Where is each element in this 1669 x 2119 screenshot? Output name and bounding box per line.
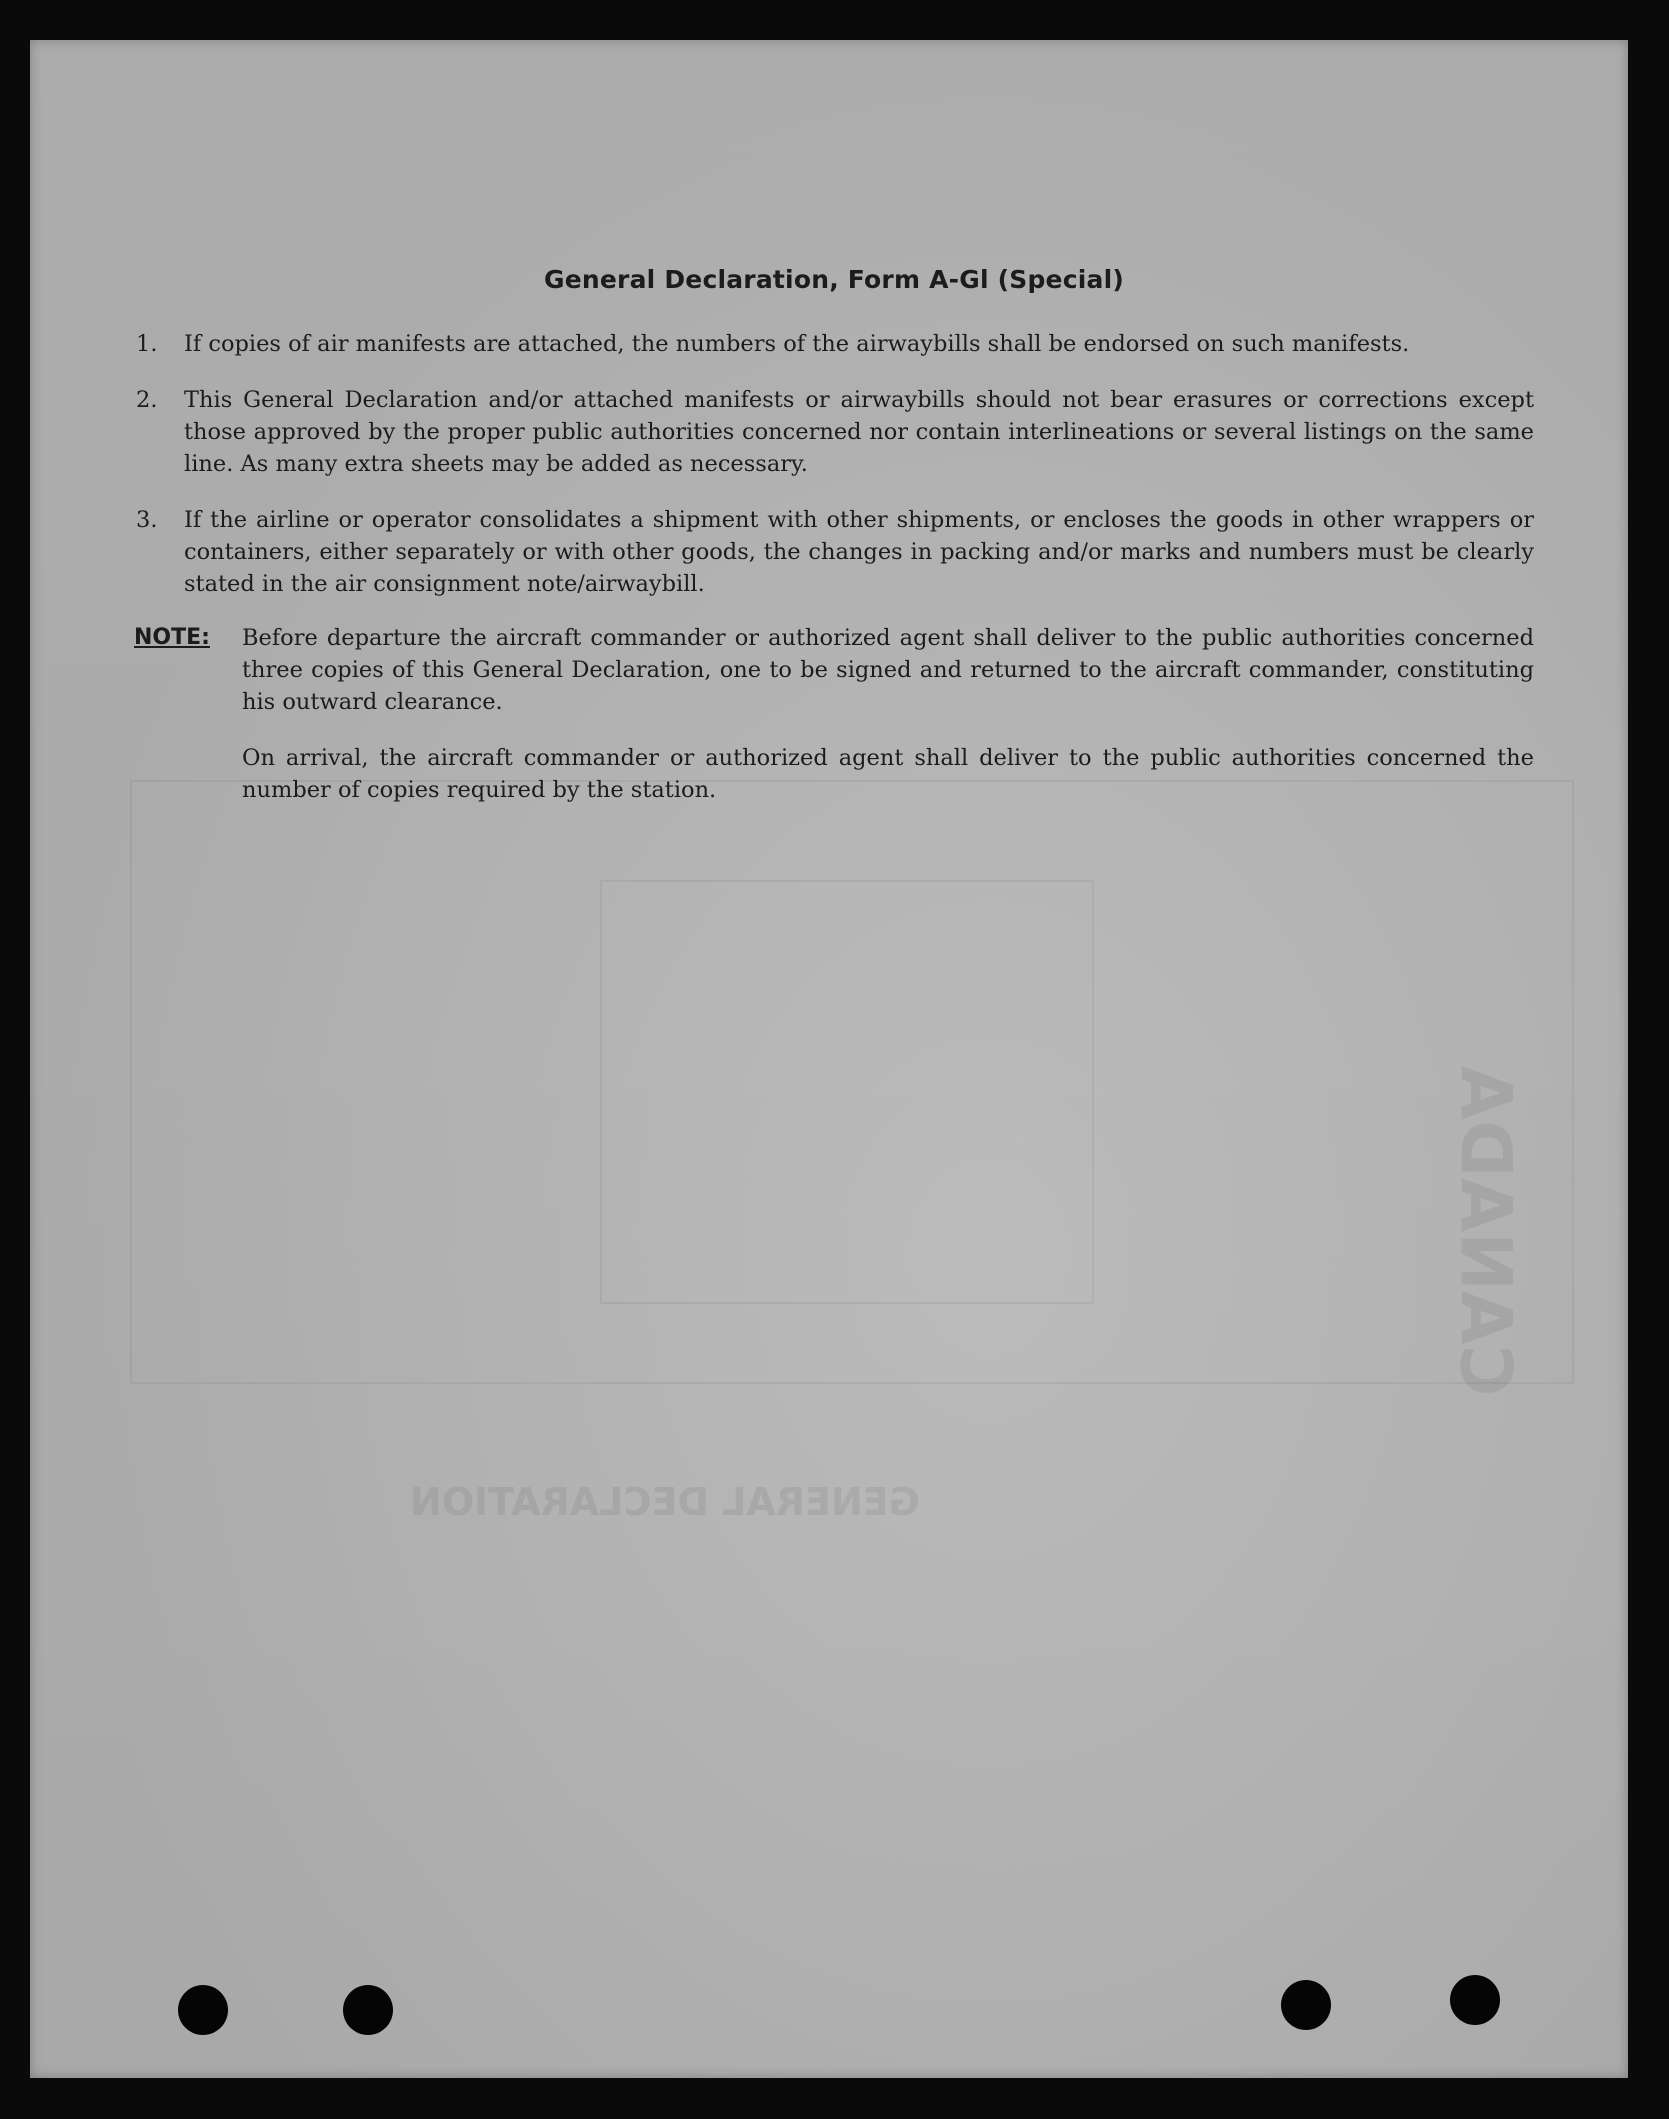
punch-hole xyxy=(343,1985,393,2035)
note-body xyxy=(242,622,1534,830)
item-number: 3. xyxy=(136,507,158,533)
item-text: This General Declaration and/or attached manifests or airwaybills should not bear erasures or corrections except those approved by the proper public authorities concerned nor contain interlineations or several listings on the same line. As many extra sheets may be added as necessary. xyxy=(184,387,1534,477)
bleed-through-stamp: CANADA xyxy=(1444,1065,1527,1397)
declaration-instructions xyxy=(134,226,1534,830)
item-number: 2. xyxy=(136,387,158,413)
instruction-item-1 xyxy=(134,328,1534,360)
note-label: NOTE: xyxy=(134,625,210,650)
punch-hole xyxy=(178,1985,228,2035)
note-paragraph-2: On arrival, the aircraft commander or authorized agent shall deliver to the public authorities concerned the number of copies required by the station. xyxy=(242,745,1534,803)
note-section xyxy=(134,622,1534,830)
item-text: If the airline or operator consolidates a shipment with other shipments, or encloses the goods in other wrappers or containers, either separately or with other goods, the changes in packing and/or marks and numbers must be clearly stated in the air consignment note/airwaybill. xyxy=(184,507,1534,597)
bleed-through-table-inner xyxy=(600,880,1094,1304)
punch-hole xyxy=(1281,1980,1331,2030)
instruction-item-3 xyxy=(134,504,1534,600)
item-text: If copies of air manifests are attached, the numbers of the airwaybills shall be endorsed on such manifests. xyxy=(184,331,1410,357)
note-paragraph-1: Before departure the aircraft commander or authorized agent shall deliver to the public authorities concerned three copies of this General Declaration, one to be signed and returned to the aircraft commander, constituting his outward clearance. xyxy=(242,625,1534,715)
item-number: 1. xyxy=(136,331,158,357)
document-page xyxy=(30,40,1628,2078)
page-title: General Declaration, Form A-Gl (Special) xyxy=(544,265,1124,294)
bleed-through-header: GENERAL DECLARATION xyxy=(410,1480,920,1524)
punch-hole xyxy=(1450,1975,1500,2025)
instruction-item-2 xyxy=(134,384,1534,480)
